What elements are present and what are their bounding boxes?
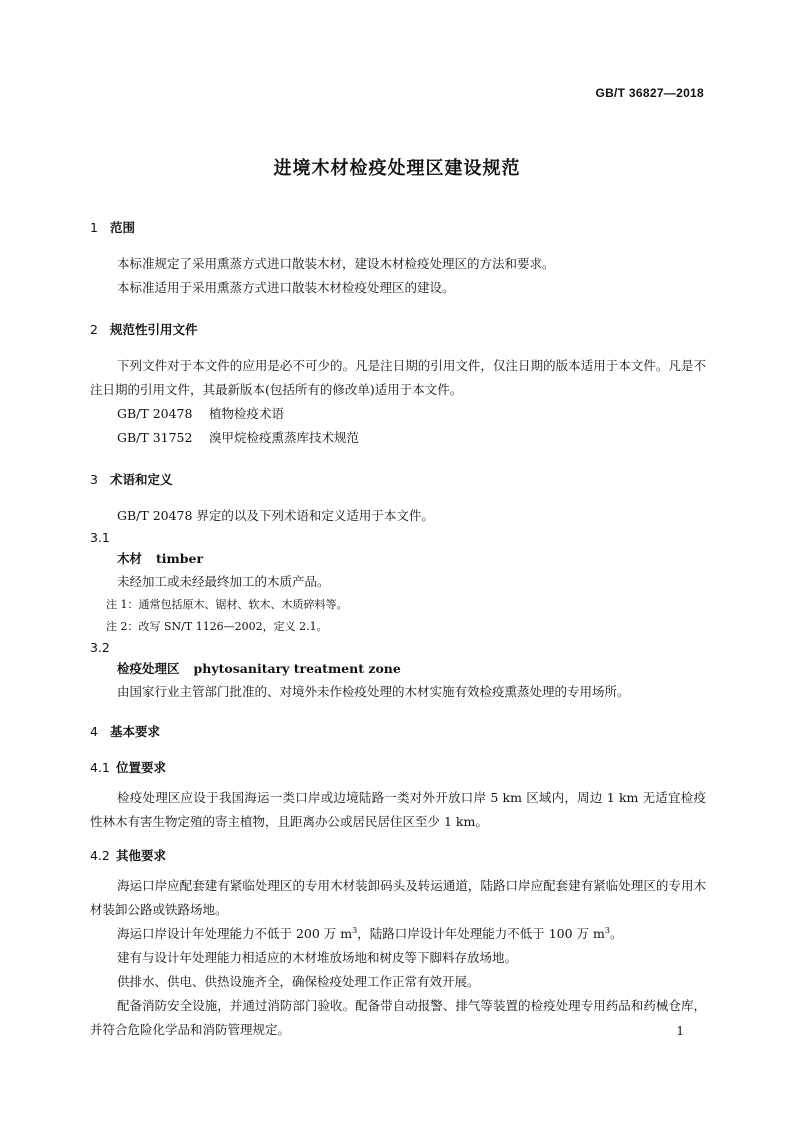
paragraph: 配备消防安全设施，并通过消防部门验收。配备带自动报警、排气等装置的检疫处理专用药品和药械仓库，并符合危险化学品和消防管理规定。 [90,998,706,1037]
term-en: timber [156,551,204,566]
note: 注 1：通常包括原木、锯材、软木、木质碎料等。 [106,598,348,611]
subsection-number: 4.2 [90,848,110,863]
paragraph-capacity [90,922,706,946]
reference-code: GB/T 31752 [117,430,193,445]
term-zh: 木材 [117,551,143,566]
term-definition: 由国家行业主管部门批准的、对境外未作检疫处理的木材实施有效检疫熏蒸处理的专用场所。 [117,684,630,699]
reference-name: 植物检疫术语 [209,406,285,421]
document-body [90,218,706,1042]
term-number: 3.1 [90,530,110,545]
note: 注 2：改写 SN/T 1126—2002，定义 2.1。 [106,620,328,633]
capacity-text-a: 海运口岸设计年处理能力不低于 200 万 m [117,926,353,941]
page-number: 1 [676,1024,684,1038]
document-title: 进境木材检疫处理区建设规范 [273,158,521,179]
paragraph: 建有与设计年处理能力相适应的木材堆放场地和树皮等下脚料存放场地。 [117,950,518,965]
section-title: 术语和定义 [110,472,173,487]
subsection-number: 4.1 [90,760,110,775]
section-2-heading [90,320,706,338]
paragraph: 海运口岸应配套建有紧临处理区的专用木材装卸码头及转运通道，陆路口岸应配套建有紧临处理区的专用木材装卸公路或铁路场地。 [90,878,706,917]
reference-item [90,402,706,426]
superscript: 3 [352,925,358,935]
term-number: 3.2 [90,640,110,655]
term-entry [90,548,706,570]
reference-code: GB/T 20478 [117,406,193,421]
section-1-heading [90,218,706,236]
section-number: 4 [90,724,98,739]
section-title: 范围 [110,220,136,235]
reference-item [90,426,706,450]
subsection-4-1-heading [90,758,706,776]
capacity-text-c: 。 [609,926,623,941]
section-number: 1 [90,220,98,235]
paragraph: 检疫处理区应设于我国海运一类口岸或边境陆路一类对外开放口岸 5 km 区域内，周边 1 km 无适宜检疫性林木有害生物定殖的寄主植物，且距离办公或居民居住区至少 1 km。 [90,790,706,829]
subsection-4-2-heading [90,846,706,864]
section-number: 2 [90,322,98,337]
term-entry [90,658,706,680]
section-3-heading [90,470,706,488]
section-title: 规范性引用文件 [110,322,198,337]
paragraph: 本标准适用于采用熏蒸方式进口散装木材检疫处理区的建设。 [117,280,455,295]
term-definition: 未经加工或未经最终加工的木质产品。 [117,574,330,589]
standard-number: GB/T 36827—2018 [595,86,704,100]
paragraph: 供排水、供电、供热设施齐全，确保检疫处理工作正常有效开展。 [117,974,480,989]
paragraph: 本标准规定了采用熏蒸方式进口散装木材，建设木材检疫处理区的方法和要求。 [117,256,555,271]
paragraph: 下列文件对于本文件的应用是必不可少的。凡是注日期的引用文件，仅注日期的版本适用于本文件。凡是不注日期的引用文件，其最新版本(包括所有的修改单)适用于本文件。 [90,358,706,397]
superscript: 3 [604,925,610,935]
section-4-heading [90,722,706,740]
paragraph: GB/T 20478 界定的以及下列术语和定义适用于本文件。 [117,508,434,523]
section-title: 基本要求 [110,724,161,739]
term-zh: 检疫处理区 [117,661,180,676]
subsection-title: 其他要求 [116,848,167,863]
capacity-text-b: ，陆路口岸设计年处理能力不低于 100 万 m [357,926,605,941]
reference-name: 溴甲烷检疫熏蒸库技术规范 [209,430,360,445]
term-en: phytosanitary treatment zone [193,661,401,676]
subsection-title: 位置要求 [116,760,167,775]
section-number: 3 [90,472,98,487]
